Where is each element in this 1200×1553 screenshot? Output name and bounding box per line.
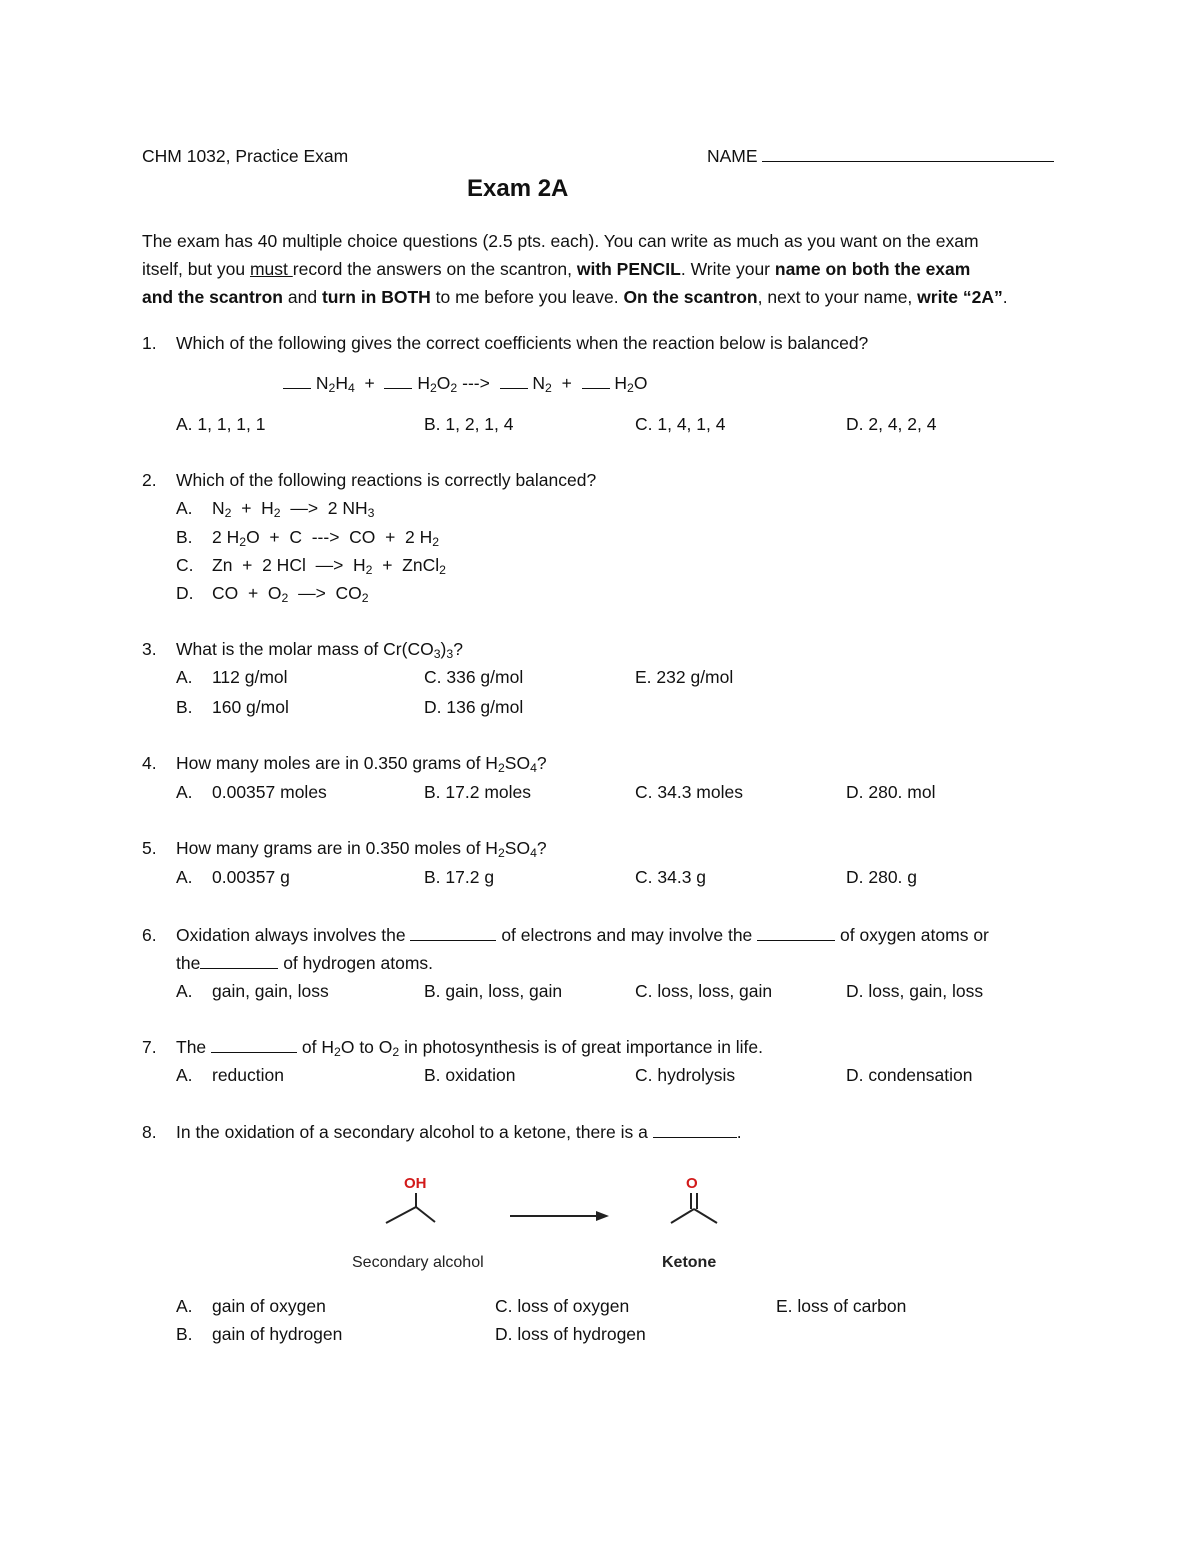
option-a-text[interactable]: 0.00357 moles: [212, 782, 327, 802]
text: of H: [301, 1037, 335, 1057]
option-c-letter[interactable]: C.: [176, 555, 194, 575]
question-text: In the oxidation of a secondary alcohol to a ketone, there is a .: [176, 1122, 742, 1142]
name-label: NAME: [707, 146, 758, 166]
option-b-text[interactable]: 160 g/mol: [212, 697, 289, 717]
option-d[interactable]: D. loss, gain, loss: [846, 981, 984, 1001]
option-d[interactable]: D. 280. mol: [846, 782, 936, 802]
text: Oxidation always involves the: [176, 925, 406, 945]
exam-title: Exam 2A: [467, 175, 569, 202]
option-b[interactable]: B. oxidation: [424, 1065, 516, 1085]
option-b[interactable]: B. 1, 2, 1, 4: [424, 414, 514, 434]
alcohol-bond-left: [386, 1207, 416, 1223]
option-c[interactable]: C. 34.3 moles: [635, 782, 743, 802]
option-b-letter[interactable]: B.: [176, 697, 193, 717]
text: .: [1002, 287, 1008, 307]
option-b-letter[interactable]: B.: [176, 527, 193, 547]
option-e[interactable]: E. loss of carbon: [776, 1296, 907, 1316]
option-a[interactable]: A. 1, 1, 1, 1: [176, 414, 266, 434]
text: itself, but you: [142, 259, 250, 279]
ketone-bond-right: [694, 1209, 717, 1223]
option-e[interactable]: E. 232 g/mol: [635, 667, 734, 687]
emphasis: write “2A”: [917, 287, 1003, 307]
question-number: 4.: [142, 753, 157, 773]
blank[interactable]: [283, 376, 311, 389]
question-text: How many grams are in 0.350 moles of $H_2SO_4$?: [176, 838, 547, 861]
option-a-letter[interactable]: A.: [176, 1296, 193, 1316]
blank[interactable]: [200, 956, 278, 969]
option-c[interactable]: C. loss, loss, gain: [635, 981, 773, 1001]
option-a-text[interactable]: gain of oxygen: [212, 1296, 326, 1316]
text: and: [283, 287, 322, 307]
option-d[interactable]: D. 280. g: [846, 867, 918, 887]
question-text: The of $H_2O$ to $O_2$ in photosynthesis is of great importance in life.: [176, 1037, 764, 1060]
option-b[interactable]: B. gain, loss, gain: [424, 981, 563, 1001]
option-d[interactable]: D. 136 g/mol: [424, 697, 524, 717]
option-b-reaction[interactable]: 2 $H_2O + C$ ---> CO + 2 $H_2$: [212, 527, 440, 550]
o-label: O: [686, 1175, 698, 1192]
option-a-text[interactable]: reduction: [212, 1065, 284, 1085]
blank[interactable]: [410, 928, 496, 941]
blank[interactable]: [500, 376, 528, 389]
question-text: What is the molar mass of $Cr(CO_3)_3$?: [176, 639, 463, 662]
text: The: [176, 1037, 207, 1057]
option-c[interactable]: C. 336 g/mol: [424, 667, 524, 687]
text: What is the molar mass of Cr(CO: [176, 639, 434, 659]
emphasis: turn in BOTH: [321, 287, 431, 307]
emphasis-pencil: with PENCIL: [576, 259, 681, 279]
blank[interactable]: [757, 928, 835, 941]
text: , next to your name,: [757, 287, 918, 307]
instructions-line-2: [142, 259, 970, 280]
question-number: 8.: [142, 1122, 157, 1142]
option-a-letter[interactable]: A.: [176, 867, 193, 887]
question-text: Which of the following reactions is correctly balanced?: [176, 470, 597, 490]
reaction-arrow-head: [596, 1211, 609, 1221]
blank[interactable]: [211, 1040, 297, 1053]
option-b[interactable]: B. 17.2 g: [424, 867, 495, 887]
alcohol-bond-right: [416, 1207, 435, 1222]
blank[interactable]: [384, 376, 412, 389]
text: the: [176, 953, 201, 973]
question-text: How many moles are in 0.350 grams of $H_2SO_4$?: [176, 753, 547, 776]
option-b[interactable]: B. 17.2 moles: [424, 782, 531, 802]
option-c[interactable]: C. loss of oxygen: [495, 1296, 630, 1316]
oxidation-reaction-figure: [0, 1165, 1200, 1285]
text: of oxygen atoms or: [840, 925, 989, 945]
blank[interactable]: [582, 376, 610, 389]
option-d-letter[interactable]: D.: [176, 583, 194, 603]
instructions-line-3: [142, 287, 1008, 308]
text: . Write your: [680, 259, 775, 279]
ketone-label: Ketone: [662, 1254, 717, 1271]
reaction-equation: $N_2H_4 + H_2O_2$ ---> $N_2 + H_2O$: [283, 373, 648, 394]
secondary-alcohol-label: Secondary alcohol: [352, 1254, 484, 1271]
oh-label: OH: [404, 1175, 427, 1192]
emphasis-must: must: [249, 259, 293, 279]
option-a-letter[interactable]: A.: [176, 782, 193, 802]
text: of hydrogen atoms.: [283, 953, 434, 973]
text: in photosynthesis is of great importance in life.: [399, 1037, 764, 1057]
option-d[interactable]: D. loss of hydrogen: [495, 1324, 646, 1344]
question-number: 1.: [142, 333, 157, 353]
option-a-letter[interactable]: A.: [176, 981, 193, 1001]
blank[interactable]: [653, 1125, 737, 1138]
instructions-line-1: The exam has 40 multiple choice questions (2.5 pts. each). You can write as much as you want on the exam: [142, 231, 979, 251]
question-number: 7.: [142, 1037, 157, 1057]
name-field[interactable]: [707, 146, 1054, 167]
text: How many moles are in 0.350 grams of H: [176, 753, 498, 773]
option-a-letter[interactable]: A.: [176, 498, 193, 518]
text: to me before you leave.: [430, 287, 624, 307]
text: record the answers on the scantron,: [292, 259, 577, 279]
option-a-letter[interactable]: A.: [176, 667, 193, 687]
ketone-bond-left: [671, 1209, 694, 1223]
option-a-text[interactable]: gain, gain, loss: [212, 981, 329, 1001]
option-d[interactable]: D. condensation: [846, 1065, 973, 1085]
emphasis-name: name on both the exam: [774, 259, 971, 279]
text: How many grams are in 0.350 moles of H: [176, 838, 498, 858]
text: O to O: [340, 1037, 393, 1057]
question-text: Which of the following gives the correct coefficients when the reaction below is balanced?: [176, 333, 869, 353]
course-title: CHM 1032, Practice Exam: [142, 146, 349, 166]
option-a-text[interactable]: 0.00357 g: [212, 867, 290, 887]
option-c[interactable]: C. hydrolysis: [635, 1065, 736, 1085]
option-d-reaction[interactable]: CO + $O_2$ —> $CO_2$: [212, 583, 369, 606]
option-a-reaction[interactable]: $N_2 + H_2$ —> 2 $NH_3$: [212, 498, 375, 521]
option-c-reaction[interactable]: Zn + 2 HCl —> $H_2$ + ZnCl$_2$: [212, 555, 446, 578]
name-blank[interactable]: [762, 147, 1054, 162]
option-a-letter[interactable]: A.: [176, 1065, 193, 1085]
question-number: 3.: [142, 639, 157, 659]
option-b-letter[interactable]: B.: [176, 1324, 193, 1344]
emphasis: and the scantron: [142, 287, 283, 307]
text: In the oxidation of a secondary alcohol to a ketone, there is a: [176, 1122, 648, 1142]
option-c[interactable]: C. 1, 4, 1, 4: [635, 414, 726, 434]
option-c[interactable]: C. 34.3 g: [635, 867, 707, 887]
question-number: 6.: [142, 925, 157, 945]
question-text-line-2: [176, 953, 433, 974]
emphasis: On the scantron: [623, 287, 758, 307]
option-b-text[interactable]: gain of hydrogen: [212, 1324, 343, 1344]
option-a-text[interactable]: 112 g/mol: [212, 667, 288, 687]
question-text-line-1: [176, 925, 989, 946]
question-number: 5.: [142, 838, 157, 858]
option-d[interactable]: D. 2, 4, 2, 4: [846, 414, 937, 434]
text: of electrons and may involve the: [501, 925, 753, 945]
question-number: 2.: [142, 470, 157, 490]
